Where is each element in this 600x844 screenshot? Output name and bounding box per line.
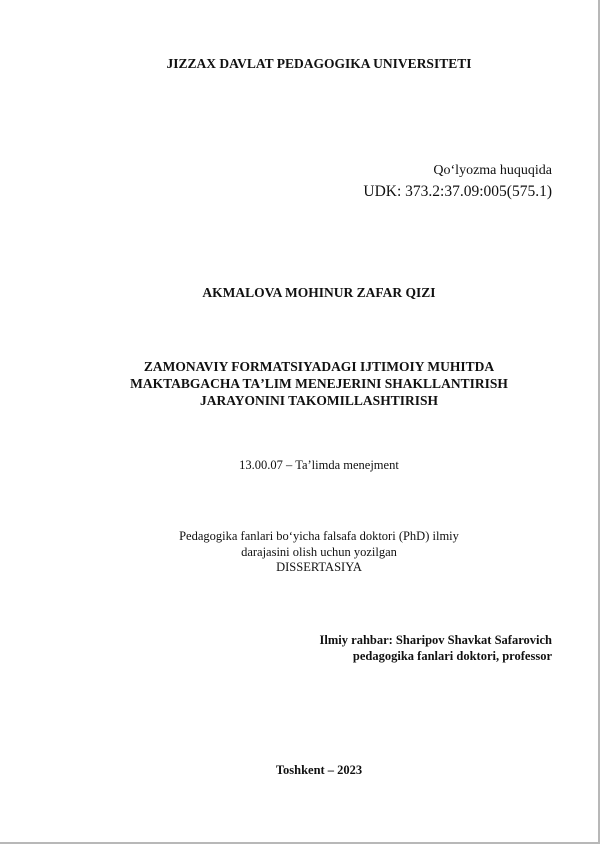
degree-line: darajasini olish uchun yozilgan	[241, 544, 397, 559]
author-name: AKMALOVA MOHINUR ZAFAR QIZI	[202, 285, 436, 300]
manuscript-note: Qoʻlyozma huquqida	[433, 163, 552, 178]
title-line: JARAYONINI TAKOMILLASHTIRISH	[200, 393, 438, 408]
supervisor-info	[320, 632, 552, 664]
title-line: ZAMONAVIY FORMATSIYADAGI IJTIMOIY MUHITDA	[143, 359, 495, 374]
university-name: JIZZAX DAVLAT PEDAGOGIKA UNIVERSITETI	[166, 56, 472, 71]
udk-code: UDK: 373.2:37.09:005(575.1)	[363, 183, 552, 200]
degree-statement	[40, 529, 598, 576]
supervisor-degree: pedagogika fanlari doktori, professor	[352, 649, 552, 663]
title-line: MAKTABGACHA TAʼLIM MENEJERINI SHAKLLANTIRISH	[130, 376, 508, 391]
supervisor-name: Ilmiy rahbar: Sharipov Shavkat Safarovich	[319, 633, 552, 647]
specialty-code: 13.00.07 – Taʼlimda menejment	[239, 458, 399, 472]
dissertation-title	[40, 358, 598, 409]
document-type: DISSERTASIYA	[276, 560, 362, 574]
degree-line: Pedagogika fanlari boʻyicha falsafa doktori (PhD) ilmiy	[179, 529, 459, 543]
place-and-year: Toshkent – 2023	[275, 763, 363, 777]
